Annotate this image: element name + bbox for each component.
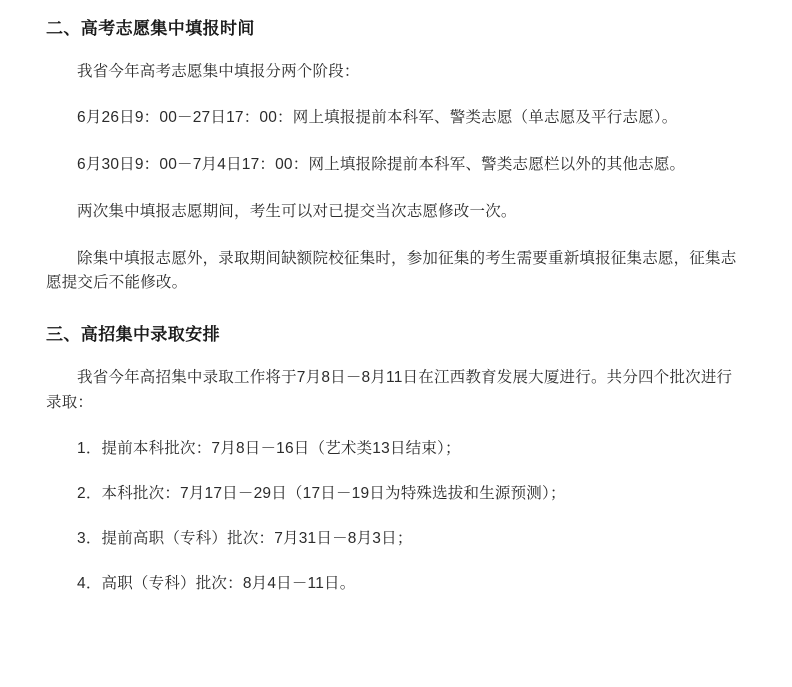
section-heading-two: 二、高考志愿集中填报时间 — [46, 19, 255, 38]
paragraph-admission-schedule-intro: 我省今年高招集中录取工作将于7月8日－8月11日在江西教育发展大厦进行。共分四个批次进行录取： — [46, 368, 733, 411]
paragraph-intro-filling-time: 我省今年高考志愿集中填报分两个阶段： — [77, 62, 360, 80]
list-item-batch-4: 4．高职（专科）批次：8月4日－11日。 — [77, 574, 356, 592]
section-heading-three: 三、高招集中录取安排 — [46, 325, 220, 345]
list-item-batch-1: 1．提前本科批次：7月8日－16日（艺术类13日结束）； — [77, 440, 461, 458]
paragraph-stage-two: 6月30日9：00－7月4日17：00：网上填报除提前本科军、警类志愿栏以外的其他志愿。 — [77, 156, 686, 174]
paragraph-stage-one: 6月26日9：00－27日17：00：网上填报提前本科军、警类志愿（单志愿及平行志愿）。 — [77, 109, 678, 127]
list-item-batch-3: 3．提前高职（专科）批次：7月31日－8月3日； — [77, 529, 413, 547]
paragraph-modification-rule: 两次集中填报志愿期间，考生可以对已提交当次志愿修改一次。 — [77, 202, 517, 220]
paragraph-supplementary-collection: 除集中填报志愿外，录取期间缺额院校征集时，参加征集的考生需要重新填报征集志愿，征集志愿提交后不能修改。 — [46, 249, 737, 292]
list-item-batch-2: 2．本科批次：7月17日－29日（17日－19日为特殊选拔和生源预测）； — [77, 485, 566, 503]
